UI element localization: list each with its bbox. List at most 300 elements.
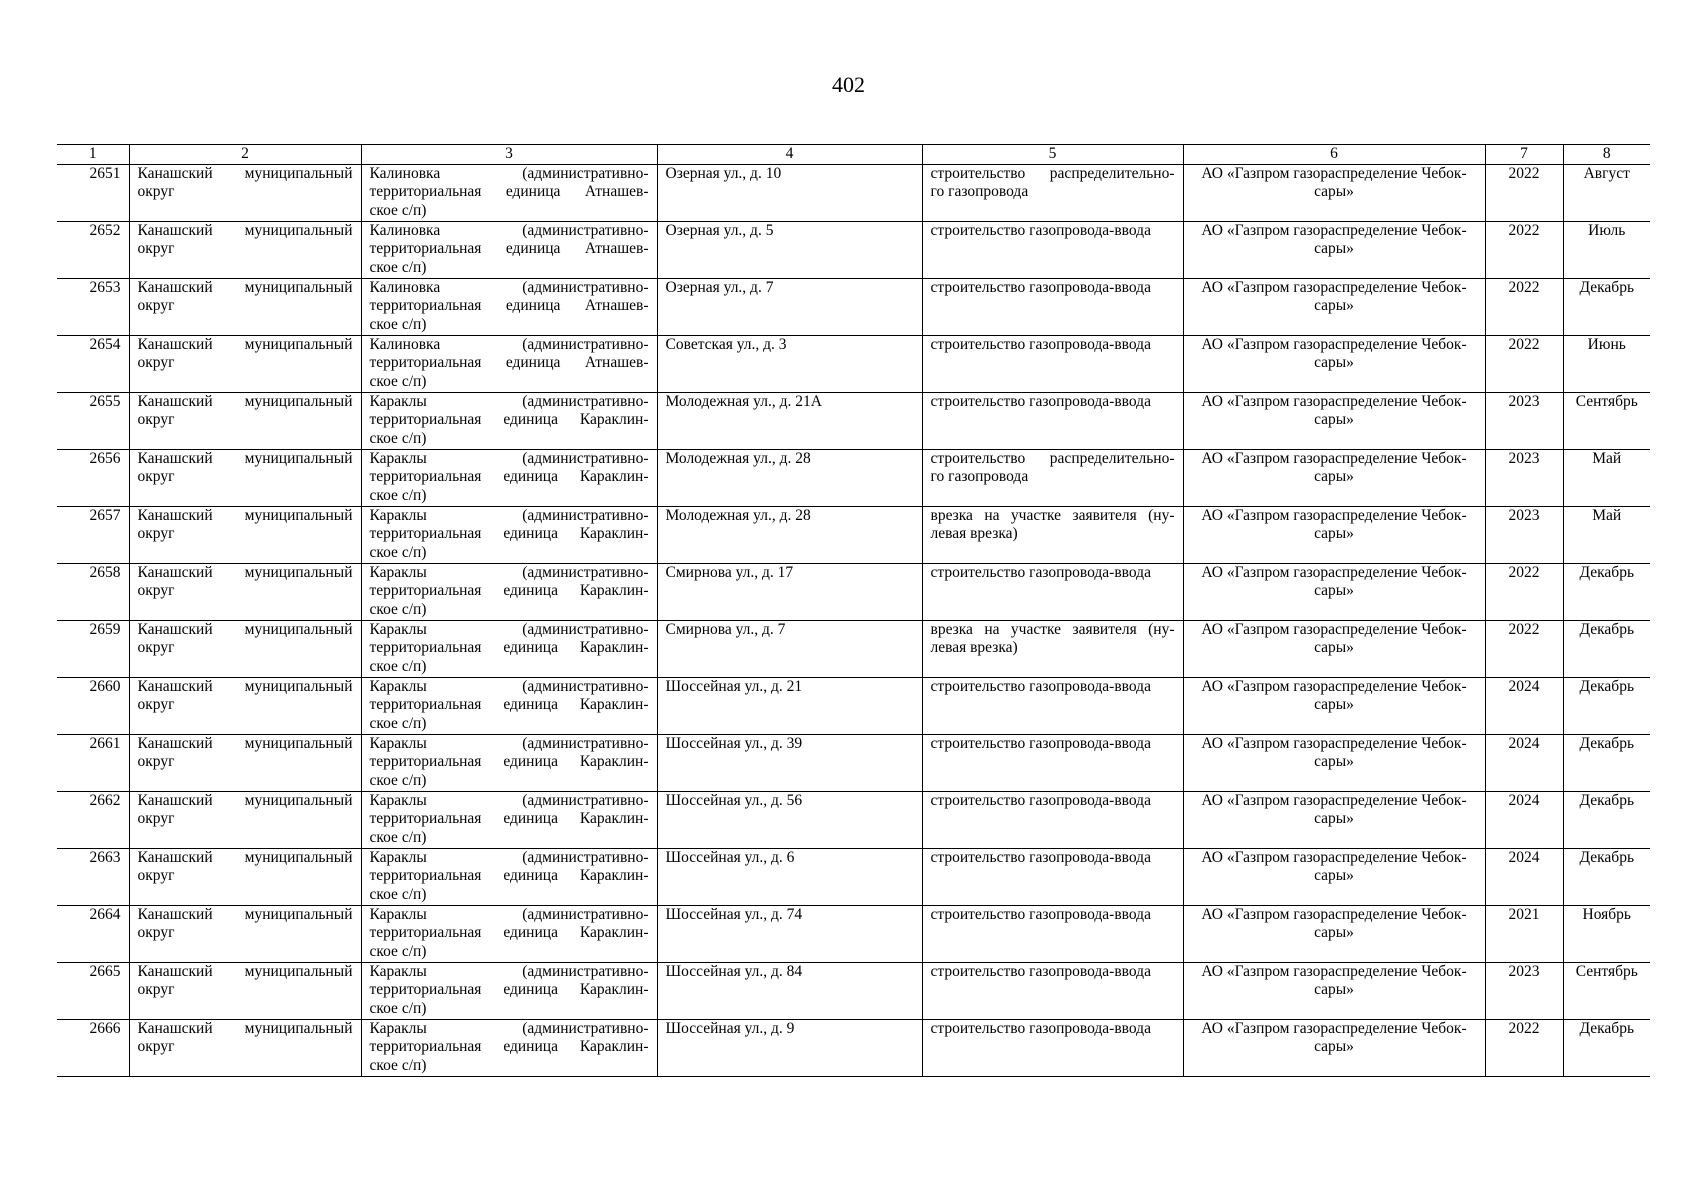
year-text: 2022 (1508, 1019, 1540, 1037)
organization-line: сары» (1314, 183, 1354, 201)
organization-line: АО «Газпром газораспределение Чебок- (1201, 1019, 1467, 1037)
organization-line: сары» (1314, 525, 1354, 543)
locality-cell (361, 677, 657, 734)
locality-line: Караклы (административно- (369, 734, 649, 752)
row-number-text: 2658 (89, 563, 121, 581)
work-type-cell (922, 563, 1183, 620)
year-text: 2023 (1508, 506, 1540, 524)
locality-line: территориальная единица Караклин- (369, 1038, 649, 1056)
district-line: Канашский муниципальный (137, 1019, 353, 1037)
year-cell (1485, 962, 1563, 1019)
organization-line: сары» (1314, 867, 1354, 885)
work-type-cell (922, 449, 1183, 506)
district-line: Канашский муниципальный (137, 677, 353, 695)
locality-line: Караклы (административно- (369, 1019, 649, 1037)
year-text: 2023 (1508, 962, 1540, 980)
district-cell (129, 962, 361, 1019)
work-type-cell (922, 848, 1183, 905)
locality-line: территориальная единица Караклин- (369, 981, 649, 999)
organization-line: АО «Газпром газораспределение Чебок- (1201, 620, 1467, 638)
row-number-text: 2660 (89, 677, 121, 695)
table-row (57, 620, 1650, 677)
year-cell (1485, 734, 1563, 791)
work-type-line: левая врезка) (930, 639, 1018, 657)
district-cell (129, 677, 361, 734)
row-number (57, 392, 129, 449)
locality-line: ское с/п) (369, 429, 427, 447)
district-line: округ (137, 639, 175, 657)
district-cell (129, 563, 361, 620)
month-text: Декабрь (1579, 620, 1635, 638)
address-text: Шоссейная ул., д. 6 (665, 848, 795, 866)
address-cell (657, 620, 922, 677)
district-line: Канашский муниципальный (137, 392, 353, 410)
locality-cell (361, 506, 657, 563)
district-cell (129, 164, 361, 221)
district-line: Канашский муниципальный (137, 734, 353, 752)
address-text: Шоссейная ул., д. 21 (665, 677, 803, 695)
address-text: Молодежная ул., д. 28 (665, 506, 811, 524)
row-number-text: 2656 (89, 449, 121, 467)
table-row (57, 563, 1650, 620)
organization-line: сары» (1314, 753, 1354, 771)
district-line: Канашский муниципальный (137, 848, 353, 866)
organization-line: сары» (1314, 810, 1354, 828)
organization-cell (1183, 620, 1485, 677)
locality-line: ское с/п) (369, 543, 427, 561)
district-line: округ (137, 183, 175, 201)
locality-line: ское с/п) (369, 486, 427, 504)
address-cell (657, 506, 922, 563)
address-text: Смирнова ул., д. 17 (665, 563, 794, 581)
district-cell (129, 848, 361, 905)
address-cell (657, 905, 922, 962)
locality-line: ское с/п) (369, 942, 427, 960)
work-type-line: строительство газопровода-ввода (930, 1019, 1151, 1037)
table-row (57, 791, 1650, 848)
year-cell (1485, 791, 1563, 848)
address-cell (657, 1019, 922, 1076)
column-header: 3 (361, 145, 657, 165)
district-line: округ (137, 924, 175, 942)
work-type-line: врезка на участке заявителя (ну- (930, 506, 1175, 524)
month-cell (1563, 164, 1650, 221)
locality-cell (361, 221, 657, 278)
address-cell (657, 335, 922, 392)
locality-cell (361, 734, 657, 791)
table-row (57, 164, 1650, 221)
locality-line: территориальная единица Караклин- (369, 924, 649, 942)
locality-line: территориальная единица Атнашев- (369, 183, 649, 201)
locality-line: территориальная единица Караклин- (369, 867, 649, 885)
year-text: 2022 (1508, 563, 1540, 581)
organization-cell (1183, 449, 1485, 506)
work-type-line: строительство газопровода-ввода (930, 905, 1151, 923)
locality-cell (361, 620, 657, 677)
district-line: Канашский муниципальный (137, 563, 353, 581)
organization-line: АО «Газпром газораспределение Чебок- (1201, 164, 1467, 182)
district-line: Канашский муниципальный (137, 221, 353, 239)
locality-line: Калиновка (административно- (369, 278, 649, 296)
month-cell (1563, 506, 1650, 563)
year-cell (1485, 506, 1563, 563)
locality-line: ское с/п) (369, 315, 427, 333)
district-line: округ (137, 981, 175, 999)
address-text: Шоссейная ул., д. 9 (665, 1019, 795, 1037)
row-number (57, 905, 129, 962)
district-cell (129, 449, 361, 506)
organization-line: АО «Газпром газораспределение Чебок- (1201, 506, 1467, 524)
month-cell (1563, 848, 1650, 905)
page-number: 402 (832, 72, 865, 97)
district-line: округ (137, 582, 175, 600)
organization-line: сары» (1314, 354, 1354, 372)
organization-cell (1183, 563, 1485, 620)
locality-line: территориальная единица Караклин- (369, 411, 649, 429)
year-cell (1485, 164, 1563, 221)
work-type-line: строительство газопровода-ввода (930, 848, 1151, 866)
table-row (57, 848, 1650, 905)
month-cell (1563, 791, 1650, 848)
table-row (57, 1019, 1650, 1076)
district-line: округ (137, 240, 175, 258)
organization-cell (1183, 962, 1485, 1019)
locality-cell (361, 563, 657, 620)
district-cell (129, 278, 361, 335)
organization-line: АО «Газпром газораспределение Чебок- (1201, 677, 1467, 695)
month-cell (1563, 677, 1650, 734)
district-line: округ (137, 468, 175, 486)
organization-line: сары» (1314, 411, 1354, 429)
work-type-line: строительство распределительно- (930, 164, 1175, 182)
organization-line: сары» (1314, 297, 1354, 315)
address-cell (657, 962, 922, 1019)
address-text: Озерная ул., д. 7 (665, 278, 774, 296)
district-line: Канашский муниципальный (137, 791, 353, 809)
locality-line: Караклы (административно- (369, 620, 649, 638)
locality-cell (361, 1019, 657, 1076)
row-number (57, 677, 129, 734)
locality-line: Караклы (административно- (369, 848, 649, 866)
work-type-cell (922, 620, 1183, 677)
month-cell (1563, 563, 1650, 620)
locality-line: Калиновка (административно- (369, 164, 649, 182)
organization-line: АО «Газпром газораспределение Чебок- (1201, 905, 1467, 923)
locality-line: Караклы (административно- (369, 791, 649, 809)
row-number (57, 620, 129, 677)
year-cell (1485, 392, 1563, 449)
year-text: 2022 (1508, 221, 1540, 239)
year-text: 2024 (1508, 734, 1540, 752)
address-cell (657, 164, 922, 221)
month-text: Сентябрь (1575, 392, 1638, 410)
month-text: Май (1592, 506, 1622, 524)
table-row (57, 392, 1650, 449)
work-type-line: врезка на участке заявителя (ну- (930, 620, 1175, 638)
district-line: Канашский муниципальный (137, 905, 353, 923)
row-number (57, 221, 129, 278)
address-text: Озерная ул., д. 5 (665, 221, 774, 239)
work-type-cell (922, 164, 1183, 221)
work-type-cell (922, 677, 1183, 734)
work-type-cell (922, 1019, 1183, 1076)
organization-line: АО «Газпром газораспределение Чебок- (1201, 848, 1467, 866)
address-cell (657, 449, 922, 506)
year-cell (1485, 848, 1563, 905)
address-text: Шоссейная ул., д. 39 (665, 734, 803, 752)
organization-line: сары» (1314, 639, 1354, 657)
organization-line: сары» (1314, 1038, 1354, 1056)
month-text: Декабрь (1579, 563, 1635, 581)
work-type-cell (922, 392, 1183, 449)
row-number (57, 791, 129, 848)
table-row (57, 221, 1650, 278)
district-line: Канашский муниципальный (137, 449, 353, 467)
year-text: 2024 (1508, 791, 1540, 809)
locality-line: Караклы (административно- (369, 677, 649, 695)
row-number-text: 2659 (89, 620, 121, 638)
table-row (57, 278, 1650, 335)
locality-line: территориальная единица Караклин- (369, 639, 649, 657)
table-row (57, 905, 1650, 962)
locality-line: территориальная единица Караклин- (369, 582, 649, 600)
work-type-line: го газопровода (930, 183, 1029, 201)
column-header: 8 (1563, 145, 1650, 165)
organization-line: АО «Газпром газораспределение Чебок- (1201, 791, 1467, 809)
locality-cell (361, 335, 657, 392)
address-text: Шоссейная ул., д. 74 (665, 905, 803, 923)
district-line: округ (137, 354, 175, 372)
column-header: 1 (57, 145, 129, 165)
year-text: 2022 (1508, 620, 1540, 638)
month-cell (1563, 734, 1650, 791)
row-number (57, 164, 129, 221)
locality-line: Караклы (административно- (369, 905, 649, 923)
year-cell (1485, 335, 1563, 392)
organization-cell (1183, 392, 1485, 449)
row-number-text: 2663 (89, 848, 121, 866)
month-text: Май (1592, 449, 1622, 467)
row-number-text: 2652 (89, 221, 121, 239)
locality-line: Караклы (административно- (369, 563, 649, 581)
district-line: округ (137, 810, 175, 828)
locality-line: территориальная единица Караклин- (369, 753, 649, 771)
locality-line: Калиновка (административно- (369, 335, 649, 353)
work-type-line: строительство газопровода-ввода (930, 221, 1151, 239)
address-cell (657, 278, 922, 335)
locality-line: ское с/п) (369, 372, 427, 390)
data-table (57, 144, 1650, 1077)
locality-line: Караклы (административно- (369, 506, 649, 524)
month-text: Август (1583, 164, 1630, 182)
year-cell (1485, 1019, 1563, 1076)
locality-line: территориальная единица Атнашев- (369, 240, 649, 258)
locality-line: Калиновка (административно- (369, 221, 649, 239)
month-text: Декабрь (1579, 677, 1635, 695)
organization-cell (1183, 278, 1485, 335)
row-number-text: 2651 (89, 164, 121, 182)
address-text: Смирнова ул., д. 7 (665, 620, 786, 638)
work-type-line: строительство газопровода-ввода (930, 278, 1151, 296)
year-text: 2021 (1508, 905, 1540, 923)
row-number (57, 449, 129, 506)
locality-line: ское с/п) (369, 201, 427, 219)
row-number (57, 734, 129, 791)
organization-line: АО «Газпром газораспределение Чебок- (1201, 221, 1467, 239)
column-header: 5 (922, 145, 1183, 165)
month-text: Декабрь (1579, 734, 1635, 752)
row-number-text: 2657 (89, 506, 121, 524)
month-text: Декабрь (1579, 1019, 1635, 1037)
header-row (57, 145, 1650, 165)
year-cell (1485, 449, 1563, 506)
locality-line: ское с/п) (369, 999, 427, 1017)
month-cell (1563, 335, 1650, 392)
locality-line: Караклы (административно- (369, 392, 649, 410)
work-type-line: строительство газопровода-ввода (930, 677, 1151, 695)
month-cell (1563, 962, 1650, 1019)
district-line: Канашский муниципальный (137, 506, 353, 524)
month-text: Сентябрь (1575, 962, 1638, 980)
organization-cell (1183, 1019, 1485, 1076)
address-text: Шоссейная ул., д. 84 (665, 962, 803, 980)
month-cell (1563, 1019, 1650, 1076)
address-cell (657, 791, 922, 848)
row-number-text: 2664 (89, 905, 121, 923)
work-type-line: строительство газопровода-ввода (930, 962, 1151, 980)
year-cell (1485, 620, 1563, 677)
row-number (57, 335, 129, 392)
month-text: Июль (1588, 221, 1626, 239)
month-cell (1563, 449, 1650, 506)
locality-line: территориальная единица Караклин- (369, 468, 649, 486)
organization-line: сары» (1314, 696, 1354, 714)
address-cell (657, 392, 922, 449)
table-row (57, 449, 1650, 506)
work-type-line: строительство газопровода-ввода (930, 734, 1151, 752)
year-cell (1485, 905, 1563, 962)
locality-cell (361, 962, 657, 1019)
district-line: округ (137, 696, 175, 714)
address-text: Молодежная ул., д. 21А (665, 392, 822, 410)
locality-line: ское с/п) (369, 828, 427, 846)
address-text: Шоссейная ул., д. 56 (665, 791, 803, 809)
year-text: 2022 (1508, 164, 1540, 182)
month-text: Ноябрь (1582, 905, 1631, 923)
locality-line: территориальная единица Караклин- (369, 810, 649, 828)
district-cell (129, 620, 361, 677)
month-cell (1563, 620, 1650, 677)
district-line: округ (137, 753, 175, 771)
district-line: Канашский муниципальный (137, 620, 353, 638)
organization-cell (1183, 506, 1485, 563)
column-header: 2 (129, 145, 361, 165)
work-type-line: строительство газопровода-ввода (930, 791, 1151, 809)
organization-line: АО «Газпром газораспределение Чебок- (1201, 734, 1467, 752)
district-cell (129, 734, 361, 791)
organization-cell (1183, 734, 1485, 791)
organization-cell (1183, 677, 1485, 734)
district-cell (129, 392, 361, 449)
locality-cell (361, 848, 657, 905)
column-header: 4 (657, 145, 922, 165)
year-cell (1485, 221, 1563, 278)
locality-line: территориальная единица Атнашев- (369, 297, 649, 315)
year-text: 2022 (1508, 335, 1540, 353)
month-cell (1563, 905, 1650, 962)
organization-cell (1183, 164, 1485, 221)
year-text: 2024 (1508, 848, 1540, 866)
address-cell (657, 677, 922, 734)
row-number-text: 2666 (89, 1019, 121, 1037)
locality-cell (361, 164, 657, 221)
column-header: 7 (1485, 145, 1563, 165)
locality-line: территориальная единица Караклин- (369, 525, 649, 543)
row-number (57, 962, 129, 1019)
organization-cell (1183, 848, 1485, 905)
address-text: Озерная ул., д. 10 (665, 164, 782, 182)
organization-cell (1183, 791, 1485, 848)
organization-line: сары» (1314, 582, 1354, 600)
row-number (57, 506, 129, 563)
organization-cell (1183, 905, 1485, 962)
district-line: округ (137, 1038, 175, 1056)
work-type-line: строительство распределительно- (930, 449, 1175, 467)
district-line: Канашский муниципальный (137, 278, 353, 296)
locality-cell (361, 449, 657, 506)
organization-cell (1183, 221, 1485, 278)
district-line: округ (137, 525, 175, 543)
locality-line: ское с/п) (369, 600, 427, 618)
locality-line: ское с/п) (369, 258, 427, 276)
month-cell (1563, 392, 1650, 449)
work-type-cell (922, 962, 1183, 1019)
organization-line: АО «Газпром газораспределение Чебок- (1201, 563, 1467, 581)
year-cell (1485, 563, 1563, 620)
organization-line: АО «Газпром газораспределение Чебок- (1201, 278, 1467, 296)
work-type-line: строительство газопровода-ввода (930, 392, 1151, 410)
locality-line: ское с/п) (369, 657, 427, 675)
organization-line: сары» (1314, 981, 1354, 999)
district-line: Канашский муниципальный (137, 164, 353, 182)
locality-line: ское с/п) (369, 714, 427, 732)
row-number-text: 2665 (89, 962, 121, 980)
row-number-text: 2655 (89, 392, 121, 410)
year-text: 2023 (1508, 449, 1540, 467)
row-number-text: 2661 (89, 734, 121, 752)
district-cell (129, 905, 361, 962)
month-cell (1563, 278, 1650, 335)
organization-line: АО «Газпром газораспределение Чебок- (1201, 449, 1467, 467)
table-row (57, 734, 1650, 791)
month-text: Декабрь (1579, 791, 1635, 809)
work-type-cell (922, 221, 1183, 278)
district-line: округ (137, 867, 175, 885)
work-type-line: строительство газопровода-ввода (930, 563, 1151, 581)
organization-line: сары» (1314, 468, 1354, 486)
row-number-text: 2654 (89, 335, 121, 353)
work-type-cell (922, 335, 1183, 392)
year-cell (1485, 278, 1563, 335)
address-cell (657, 734, 922, 791)
year-cell (1485, 677, 1563, 734)
work-type-cell (922, 791, 1183, 848)
locality-line: территориальная единица Караклин- (369, 696, 649, 714)
district-line: Канашский муниципальный (137, 335, 353, 353)
district-line: округ (137, 411, 175, 429)
district-cell (129, 1019, 361, 1076)
table-row (57, 506, 1650, 563)
